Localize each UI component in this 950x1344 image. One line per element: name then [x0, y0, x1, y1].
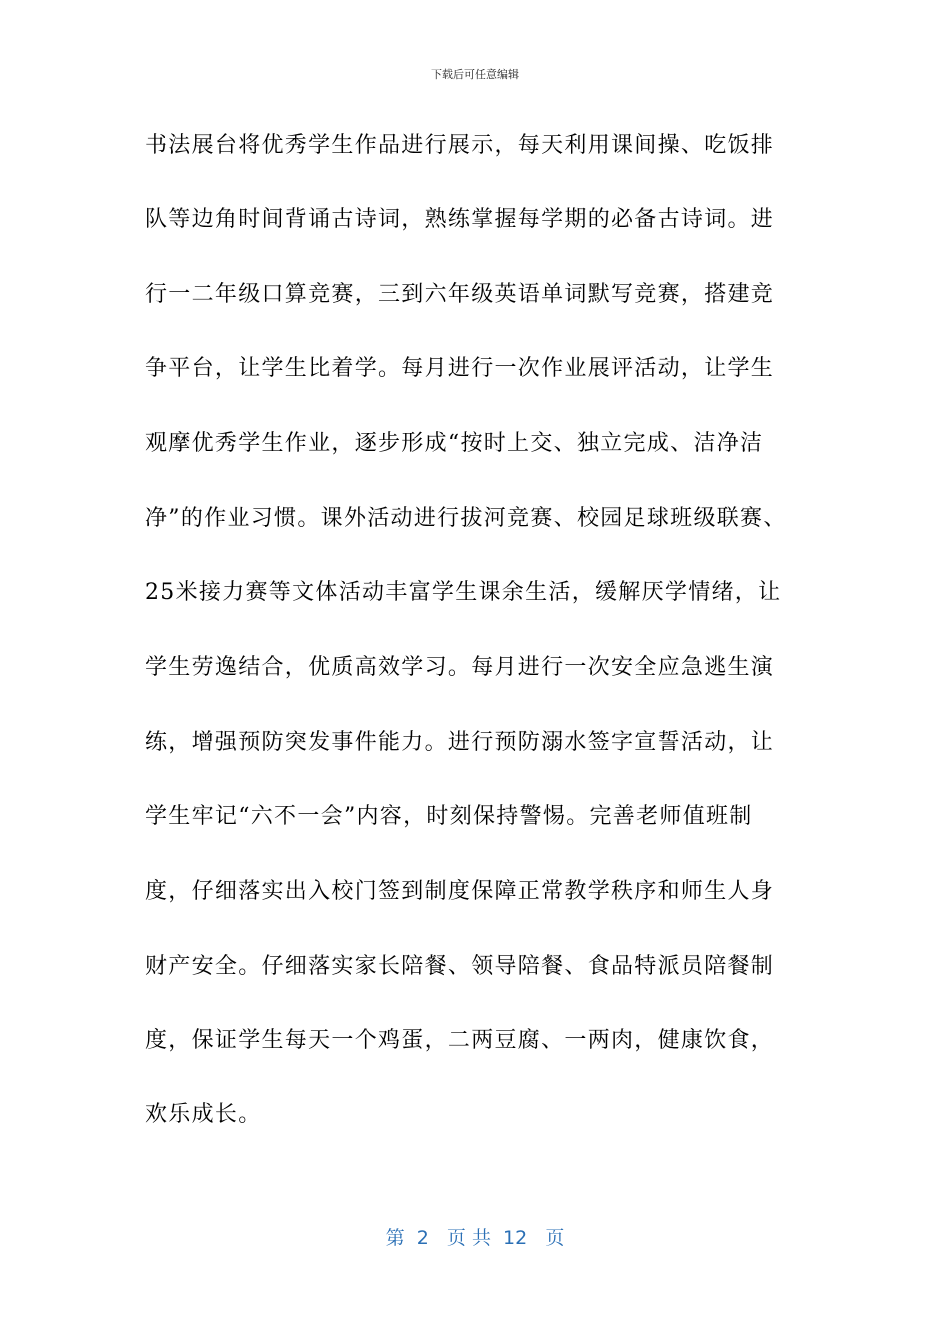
paragraph-line: 争平台，让学生比着学。每月进行一次作业展评活动，让学生 [145, 356, 775, 381]
paragraph-line: 观摩优秀学生作业，逐步形成“按时上交、独立完成、洁净洁 [145, 431, 764, 456]
paragraph-line: 练，增强预防突发事件能力。进行预防溺水签字宣誓活动，让 [145, 730, 775, 755]
page-header-note: 下载后可任意编辑 [431, 68, 519, 81]
paragraph-line: 度，仔细落实出入校门签到制度保障正常教学秩序和师生人身 [145, 879, 775, 904]
paragraph-line: 行一二年级口算竞赛，三到六年级英语单词默写竞赛，搭建竞 [145, 282, 775, 307]
paragraph-line: 度，保证学生每天一个鸡蛋，二两豆腐、一两肉，健康饮食， [145, 1028, 775, 1053]
paragraph-line: 学生劳逸结合，优质高效学习。每月进行一次安全应急逃生演 [145, 655, 775, 680]
paragraph-line: 25米接力赛等文体活动丰富学生课余生活，缓解厌学情绪，让 [145, 580, 782, 605]
paragraph-line: 队等边角时间背诵古诗词，熟练掌握每学期的必备古诗词。进 [145, 207, 775, 232]
page-number-indicator: 第 2 页 共 12 页 [385, 1227, 565, 1249]
paragraph-line: 书法展台将优秀学生作品进行展示，每天利用课间操、吃饭排 [145, 133, 775, 158]
paragraph-line: 净”的作业习惯。课外活动进行拔河竞赛、校园足球班级联赛、 [145, 506, 787, 531]
paragraph-line: 财产安全。仔细落实家长陪餐、领导陪餐、食品特派员陪餐制 [145, 954, 775, 979]
paragraph-line: 欢乐成长。 [145, 1102, 262, 1127]
paragraph-line: 学生牢记“六不一会”内容，时刻保持警惕。完善老师值班制 [145, 804, 753, 829]
